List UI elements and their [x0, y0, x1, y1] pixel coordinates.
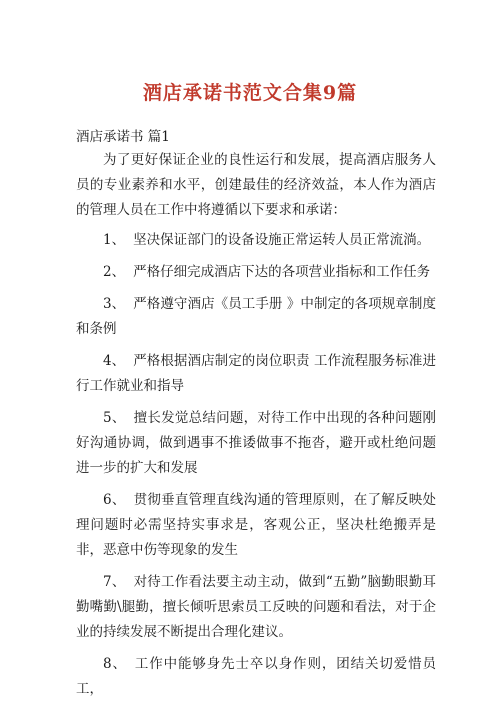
- item-number: 1、: [103, 232, 126, 248]
- list-item: [76, 488, 436, 563]
- item-number: 2、: [103, 264, 126, 280]
- section-heading: 酒店承诺书 篇1: [76, 129, 170, 145]
- item-number: 8、: [103, 656, 127, 672]
- list-item: [76, 652, 436, 702]
- item-text: 坚决保证部门的设备设施正常运转人员正常流淌。: [133, 232, 431, 248]
- list-item: [76, 228, 436, 253]
- item-text: 严格仔细完成酒店下达的各项营业指标和工作任务: [133, 264, 431, 280]
- item-text: 对待工作看法要主动主动，做到“五勤”脑勤眼勤耳勤嘴勤\腿勤，擅长倾听思索员工反映的问题和看法，对于企业的持续发展不断提出合理化建议。: [76, 574, 436, 640]
- list-item: [76, 349, 436, 399]
- list-item: [76, 260, 436, 285]
- item-number: 6、: [103, 492, 126, 508]
- item-number: 5、: [103, 410, 126, 426]
- document-title: 酒店承诺书范文合集9篇: [142, 82, 358, 104]
- list-item: [76, 406, 436, 481]
- item-text: 擅长发觉总结问题，对待工作中出现的各种问题刚好沟通协调，做到遇事不推诿做事不拖沓，避开或杜绝问题进一步的扩大和发展: [76, 410, 437, 476]
- item-text: 严格根据酒店制定的岗位职责 工作流程服务标准进行工作就业和指导: [76, 353, 437, 394]
- item-number: 7、: [103, 574, 126, 590]
- item-text: 严格遵守酒店《员工手册 》中制定的各项规章制度和条例: [76, 296, 437, 337]
- list-item: [76, 570, 436, 645]
- commitment-list: [76, 228, 436, 708]
- item-text: 贯彻垂直管理直线沟通的管理原则，在了解反映处理问题时必需坚持实事求是，客观公正，坚决杜绝搬弄是非，恶意中伤等现象的发生: [76, 492, 437, 558]
- list-item: [76, 292, 436, 342]
- item-number: 3、: [103, 296, 126, 312]
- item-text: 工作中能够身先士卒以身作则，团结关切爱惜员工，: [76, 656, 437, 697]
- intro-paragraph: 为了更好保证企业的良性运行和发展，提高酒店服务人员的专业素养和水平，创建最佳的经济效益，本人作为酒店的管理人员在工作中将遵循以下要求和承诺：: [76, 152, 436, 218]
- item-number: 4、: [103, 353, 126, 369]
